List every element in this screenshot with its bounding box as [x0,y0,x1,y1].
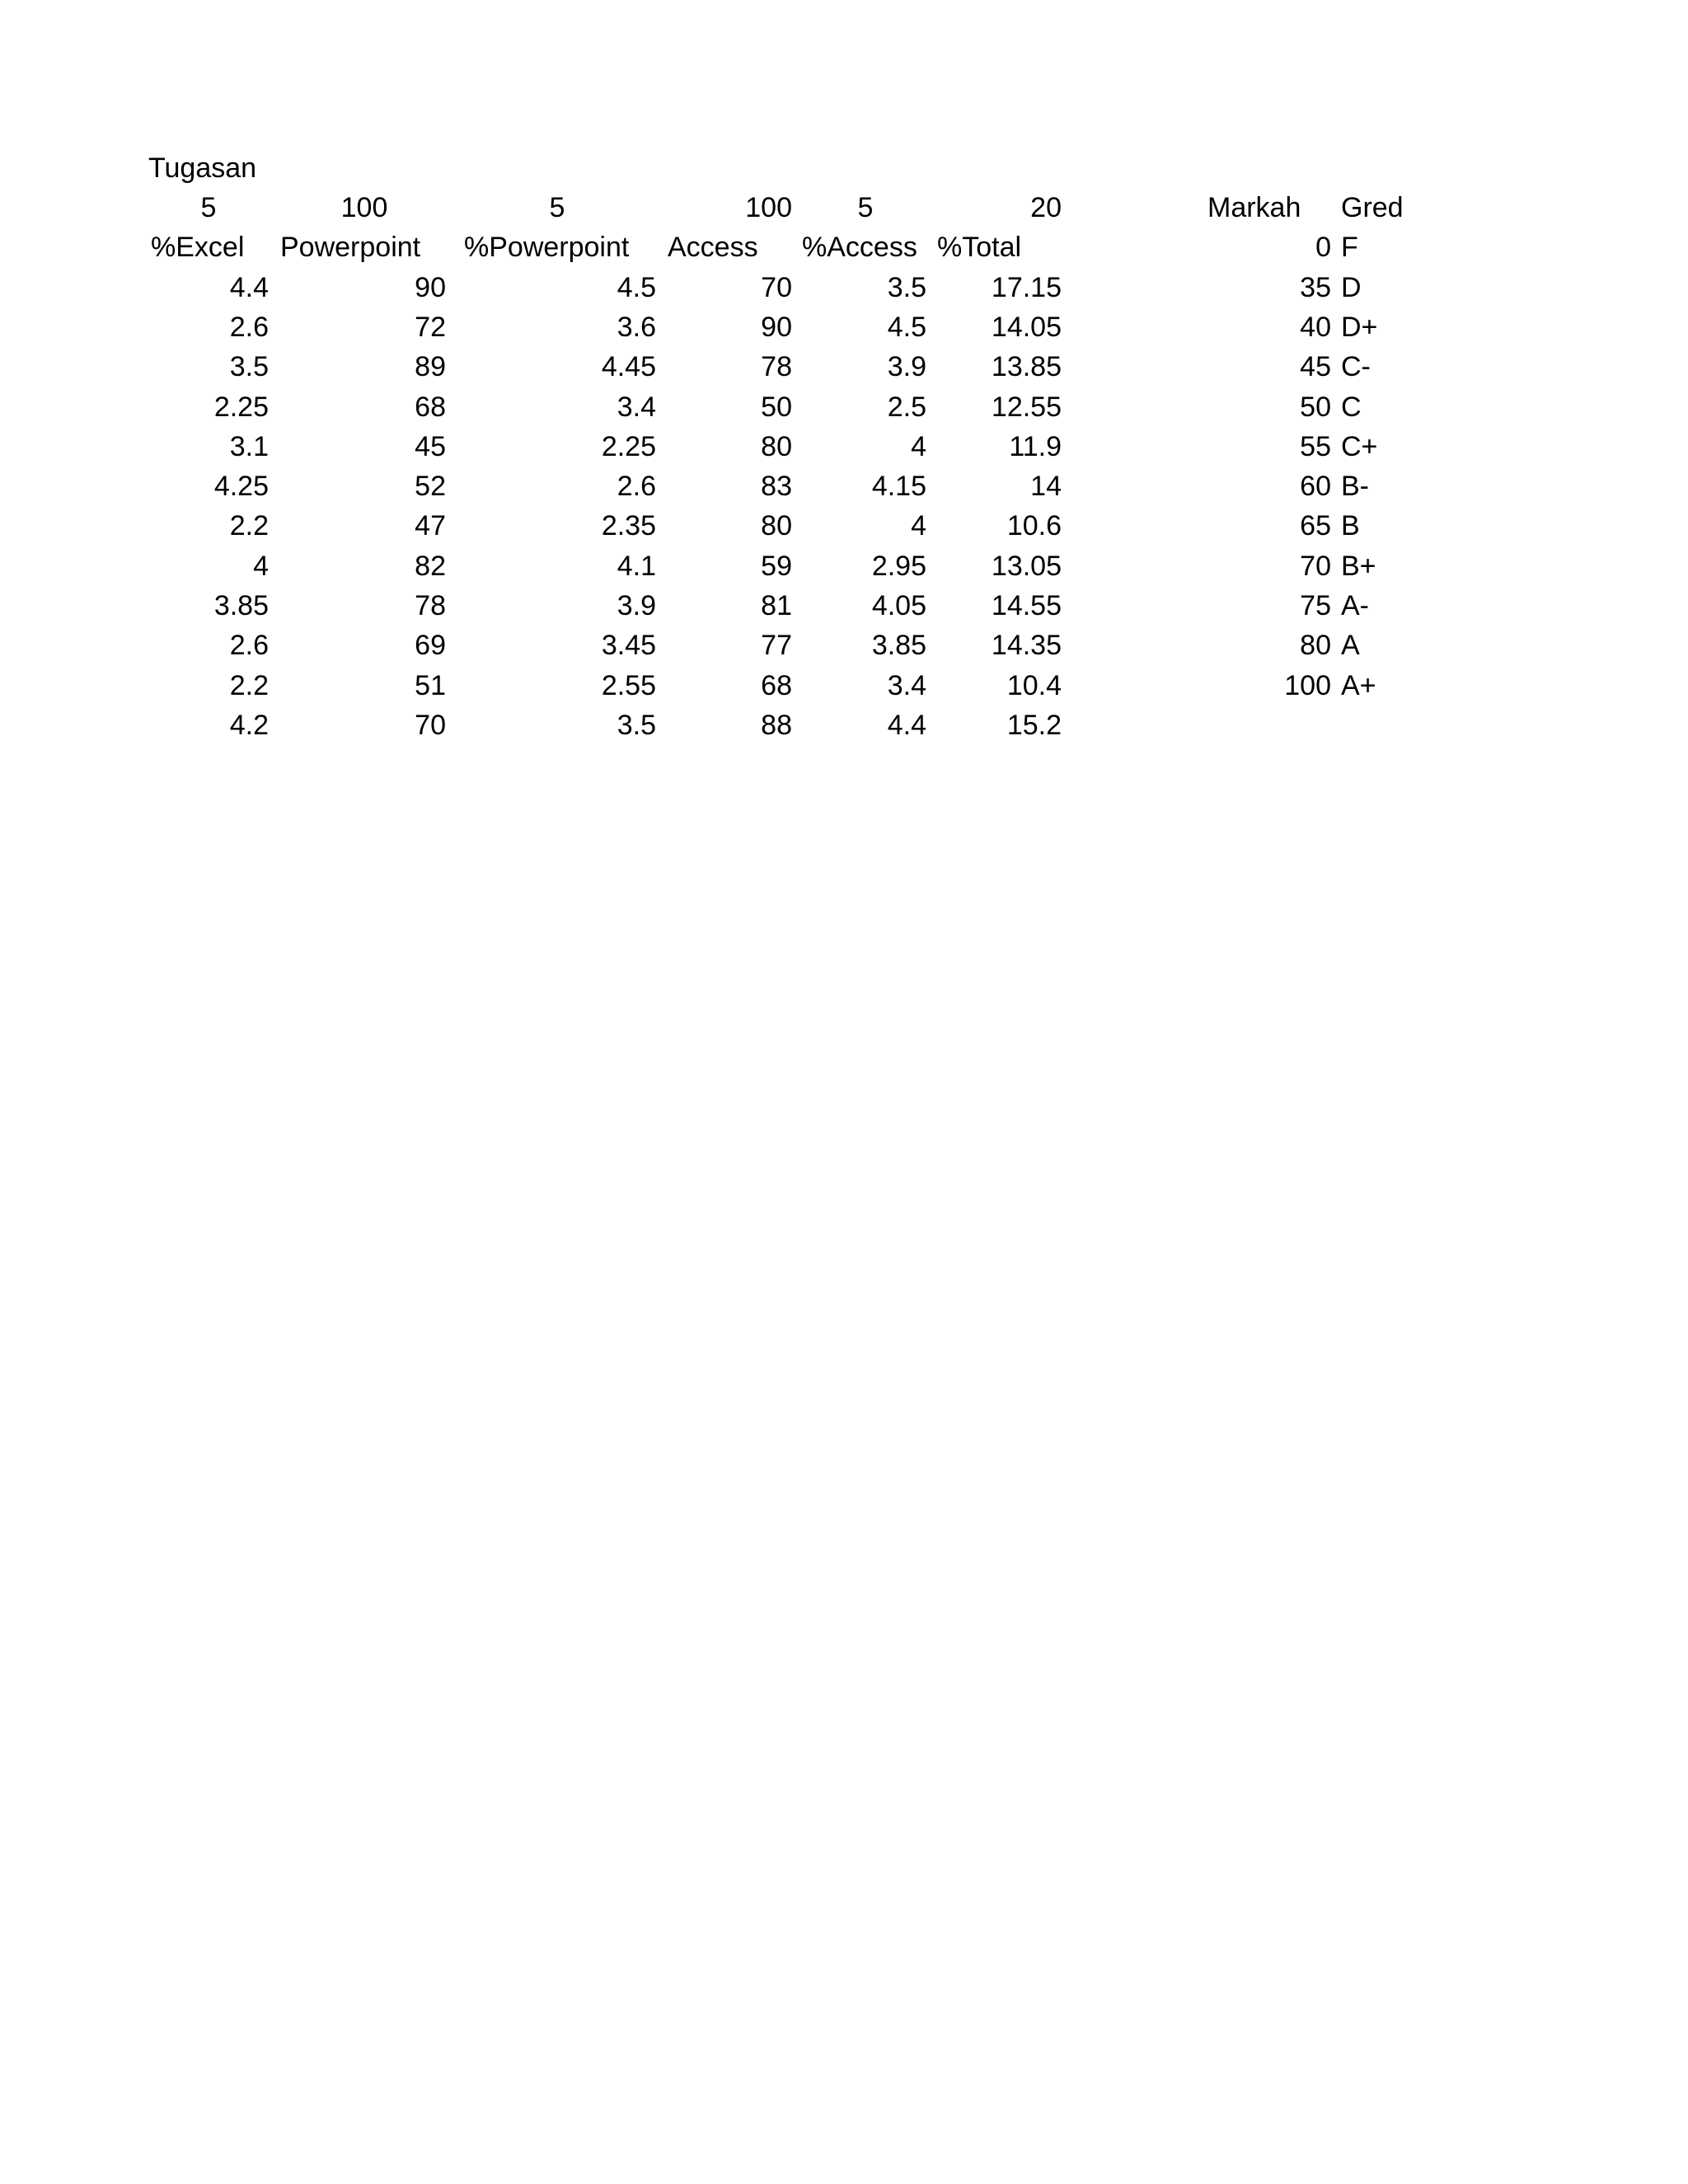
grade-letter-cell: B- [1341,471,1369,502]
column-header: %Powerpoint [464,232,630,264]
table-cell: 70 [415,710,446,741]
grade-letter-cell: B [1341,510,1360,541]
table-cell: 50 [761,391,792,423]
table-cell: 15.2 [1006,710,1062,741]
table-cell: 3.1 [229,431,269,462]
table-cell: 4.05 [871,590,926,621]
table-cell: 4.5 [617,272,656,303]
sheet-title: Tugasan [148,152,257,184]
table-cell: 2.95 [871,551,926,582]
table-cell: 59 [761,551,792,582]
table-cell: 4.5 [887,312,926,343]
table-cell: 68 [761,670,792,701]
table-cell: 3.5 [887,272,926,303]
table-cell: 78 [415,590,446,621]
weight-cell: 5 [549,192,565,223]
table-cell: 70 [761,272,792,303]
weight-cell: 20 [1030,192,1062,223]
table-cell: 3.9 [887,351,926,382]
table-cell: 10.4 [1006,670,1062,701]
table-cell: 4 [911,510,926,541]
table-cell: 3.5 [229,351,269,382]
grade-header-grade: Gred [1341,192,1404,223]
grade-letter-cell: A+ [1341,670,1376,701]
grade-mark-cell: 75 [1300,590,1331,621]
table-cell: 2.25 [601,431,656,462]
table-cell: 14.05 [991,312,1062,343]
table-cell: 4.1 [617,551,656,582]
table-cell: 4 [253,551,269,582]
weight-cell: 5 [200,192,217,223]
table-cell: 2.2 [229,510,269,541]
table-cell: 3.45 [601,630,656,661]
grade-mark-cell: 65 [1300,510,1331,541]
column-header: %Access [802,232,917,264]
table-cell: 4.4 [229,272,269,303]
table-cell: 2.25 [213,391,269,423]
table-cell: 2.6 [229,630,269,661]
grade-letter-cell: B+ [1341,551,1376,582]
table-cell: 89 [415,351,446,382]
table-cell: 77 [761,630,792,661]
grade-mark-cell: 55 [1300,431,1331,462]
table-cell: 80 [761,431,792,462]
table-cell: 3.6 [617,312,656,343]
weight-cell: 100 [745,192,792,223]
grade-letter-cell: C [1341,391,1362,423]
table-cell: 83 [761,471,792,502]
column-header: Powerpoint [280,232,421,264]
table-cell: 4.25 [213,471,269,502]
table-cell: 14.55 [991,590,1062,621]
table-cell: 45 [415,431,446,462]
grade-letter-cell: D+ [1341,312,1378,343]
grade-letter-cell: A- [1341,590,1369,621]
table-cell: 3.9 [617,590,656,621]
table-cell: 2.5 [887,391,926,423]
table-cell: 47 [415,510,446,541]
table-cell: 13.05 [991,551,1062,582]
table-cell: 13.85 [991,351,1062,382]
table-cell: 17.15 [991,272,1062,303]
table-cell: 2.6 [617,471,656,502]
table-cell: 2.35 [601,510,656,541]
grade-header-mark: Markah [1207,192,1301,223]
grade-mark-cell: 0 [1315,232,1331,263]
table-cell: 11.9 [1009,431,1062,462]
table-cell: 14 [1030,471,1062,502]
grade-mark-cell: 80 [1300,630,1331,661]
table-cell: 72 [415,312,446,343]
table-cell: 69 [415,630,446,661]
table-cell: 3.85 [871,630,926,661]
weight-cell: 100 [340,192,388,223]
grade-mark-cell: 40 [1300,312,1331,343]
table-cell: 14.35 [991,630,1062,661]
weight-cell: 5 [857,192,874,223]
table-cell: 88 [761,710,792,741]
table-cell: 82 [415,551,446,582]
table-cell: 52 [415,471,446,502]
grade-mark-cell: 35 [1300,272,1331,303]
grade-letter-cell: C- [1341,351,1371,382]
table-cell: 81 [761,590,792,621]
table-cell: 3.4 [617,391,656,423]
table-cell: 3.85 [213,590,269,621]
grade-letter-cell: D [1341,272,1362,303]
grade-letter-cell: F [1341,232,1358,263]
grade-mark-cell: 50 [1300,391,1331,423]
table-cell: 4.2 [229,710,269,741]
table-cell: 51 [415,670,446,701]
table-cell: 10.6 [1006,510,1062,541]
table-cell: 90 [761,312,792,343]
grade-mark-cell: 45 [1300,351,1331,382]
table-cell: 4.45 [601,351,656,382]
column-header: Access [668,232,758,264]
column-header: %Total [937,232,1022,264]
table-cell: 4.15 [871,471,926,502]
table-cell: 3.5 [617,710,656,741]
grade-letter-cell: A [1341,630,1360,661]
grade-letter-cell: C+ [1341,431,1378,462]
table-cell: 80 [761,510,792,541]
table-cell: 68 [415,391,446,423]
table-cell: 4 [911,431,926,462]
table-cell: 4.4 [887,710,926,741]
table-cell: 2.6 [229,312,269,343]
table-cell: 2.55 [601,670,656,701]
column-header: %Excel [151,232,245,264]
table-cell: 3.4 [887,670,926,701]
grade-mark-cell: 60 [1300,471,1331,502]
table-cell: 2.2 [229,670,269,701]
table-cell: 90 [415,272,446,303]
table-cell: 78 [761,351,792,382]
grade-mark-cell: 70 [1300,551,1331,582]
grade-mark-cell: 100 [1284,670,1331,701]
table-cell: 12.55 [991,391,1062,423]
